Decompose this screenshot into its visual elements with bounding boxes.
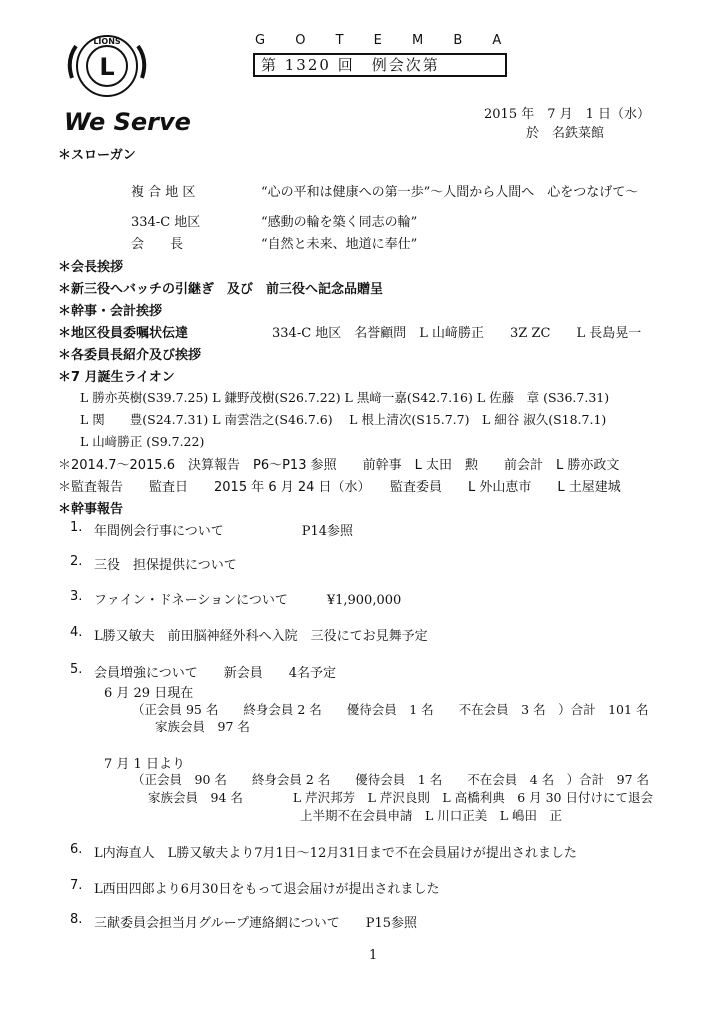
birthday-line: L 関 豊(S24.7.31) L 南雲浩之(S46.7.6) L 根上清次(S15.7.7) L 細谷 淑久(S18.7.1) (80, 412, 607, 427)
report-num: 8. (70, 912, 83, 927)
report-num: 6. (70, 842, 83, 857)
svg-text:LIONS: LIONS (93, 37, 121, 46)
slogan-text: “感動の輪を築く同志の輪” (261, 215, 418, 230)
report-text: L西田四郎より6月30日をもって退会届けが提出されました (94, 882, 440, 897)
agenda-birthday: ＊7 月誕生ライオン (58, 370, 175, 385)
lions-logo (62, 30, 191, 136)
report-text: 年間例会行事について P14参照 (94, 524, 354, 539)
agenda-secretary: ＊幹事・会計挨拶 (58, 304, 163, 319)
agenda-settlement: ＊2014.7～2015.6 決算報告 P6～P13 参照 前幹事 L 太田 勲 前会計 L 勝亦政文 (58, 458, 620, 473)
june-date: 6 月 29 日現在 (104, 686, 194, 701)
june-members: （正会員 95 名 終身会員 2 名 優待会員 1 名 不在会員 3 名 ）合計 101 名 (132, 702, 649, 717)
club-name: G O T E M B A (255, 33, 515, 48)
july-date: 7 月 1 日より (104, 757, 185, 772)
report-num: 7. (70, 878, 83, 893)
meeting-date: 2015 年 7 月 1 日（水） (484, 107, 651, 122)
agenda-greeting: ＊会長挨拶 (58, 260, 124, 275)
page-number: 1 (369, 948, 378, 963)
report-num: 5. (70, 662, 83, 677)
report-num: 3. (70, 589, 83, 604)
slogan-heading: ＊スローガン (58, 148, 136, 163)
meeting-venue: 於 名鉄菜館 (526, 126, 605, 141)
agenda-audit: ＊監査報告 監査日 2015 年 6 月 24 日（水） 監査委員 L 外山恵市 L 土屋建城 (58, 480, 621, 495)
district-detail: 334-C 地区 名誉顧問 L 山﨑勝正 3Z ZC L 長島晃一 (272, 326, 642, 341)
slogan-label: 334-C 地区 (131, 215, 201, 230)
july-family: 家族会員 94 名 L 芹沢邦芳 L 芹沢良則 L 高橋利典 6 月 30 日付けにて退会 (148, 790, 653, 805)
report-heading: ＊幹事報告 (58, 502, 124, 517)
agenda-district: ＊地区役員委嘱状伝達 (58, 326, 189, 341)
june-family: 家族会員 97 名 (155, 719, 250, 734)
meeting-title: 第 1320 回 例会次第 (253, 53, 507, 77)
agenda-committee: ＊各委員長紹介及び挨拶 (58, 348, 202, 363)
report-text: 三役 担保提供について (94, 558, 237, 573)
report-text: L内海直人 L勝又敏夫より7月1日～12月31日まで不在会員届けが提出されました (94, 846, 577, 861)
report-num: 1. (70, 520, 83, 535)
july-members: （正会員 90 名 終身会員 2 名 優待会員 1 名 不在会員 4 名 ）合計 97 名 (132, 772, 650, 787)
report-text: L勝又敏夫 前田脳神経外科へ入院 三役にてお見舞予定 (94, 629, 428, 644)
svg-text:L: L (99, 53, 115, 81)
agenda-badge: ＊新三役へバッチの引継ぎ 及び 前三役へ記念品贈呈 (58, 282, 384, 297)
birthday-line: L 勝亦英樹(S39.7.25) L 鎌野茂樹(S26.7.22) L 黒﨑一嘉(S42.7.16) L 佐藤 章 (S36.7.31) (80, 390, 610, 405)
slogan-label: 複 合 地 区 (131, 185, 196, 200)
july-note: 上半期不在会員申請 L 川口正美 L 嶋田 正 (300, 808, 563, 823)
birthday-line: L 山﨑勝正 (S9.7.22) (80, 434, 205, 449)
report-num: 2. (70, 554, 83, 569)
report-text: ファイン・ドネーションについて ¥1,900,000 (94, 593, 402, 608)
report-text: 三献委員会担当月グループ連絡網について P15参照 (94, 916, 417, 931)
slogan-label: 会 長 (131, 237, 184, 252)
report-num: 4. (70, 625, 83, 640)
svg-text:We Serve: We Serve (64, 108, 191, 136)
report-text: 会員増強について 新会員 4名予定 (94, 666, 337, 681)
slogan-text: “自然と未来、地道に奉仕” (261, 237, 418, 252)
slogan-text: “心の平和は健康への第一歩”～人間から人間へ 心をつなげて～ (261, 185, 639, 200)
